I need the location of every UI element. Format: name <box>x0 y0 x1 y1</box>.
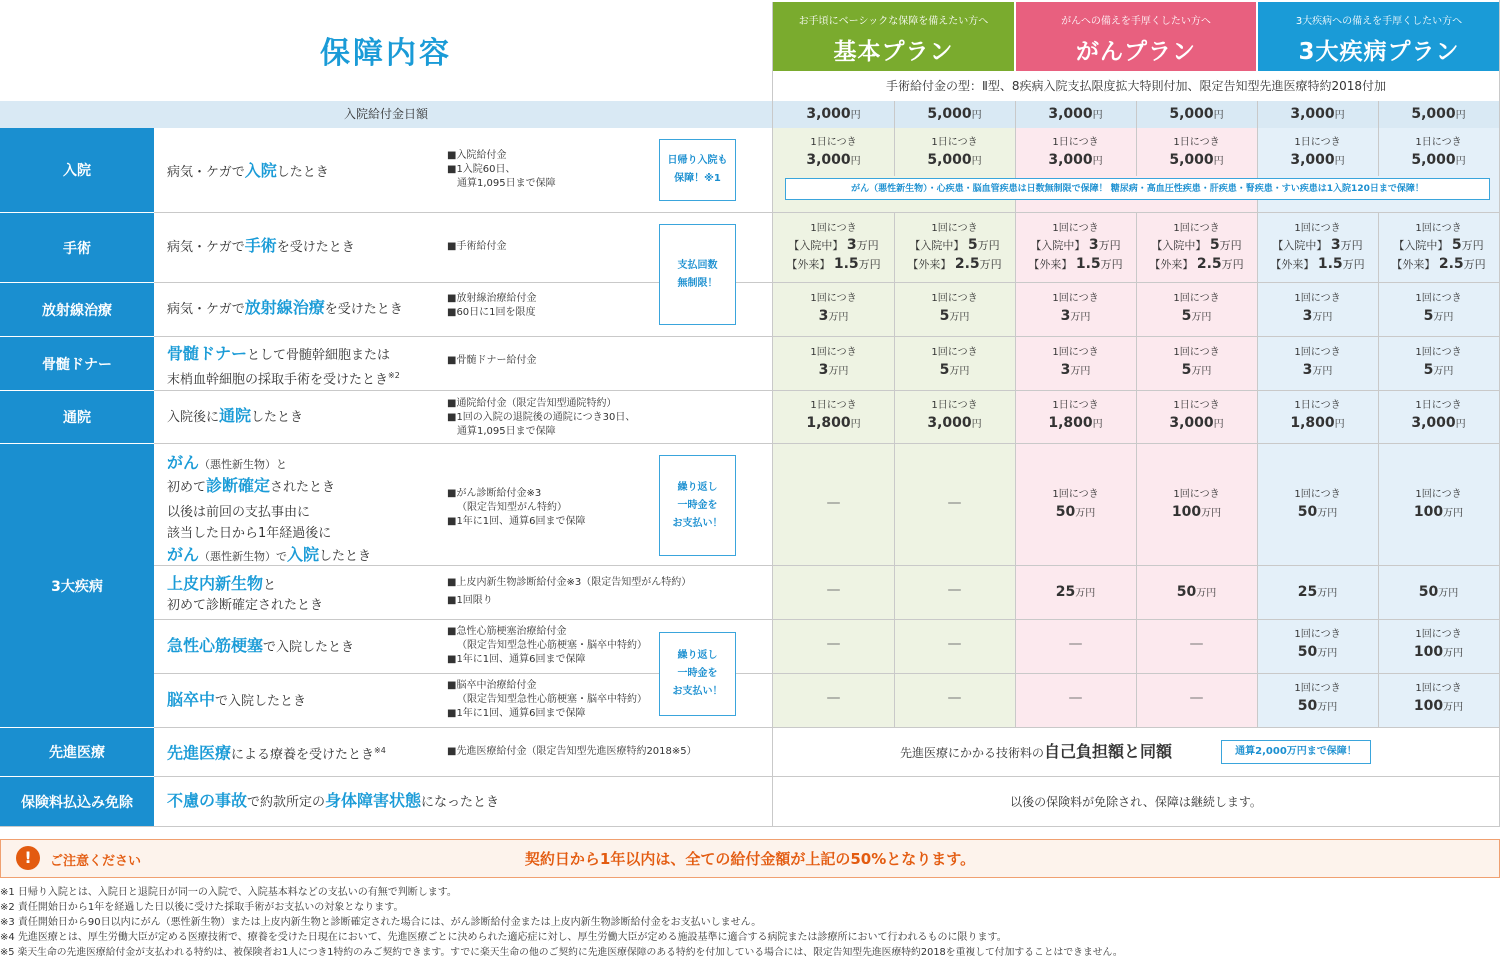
row-divider <box>154 212 1500 213</box>
category-menjo: 保険料払込み免除 <box>0 777 154 826</box>
value-cell: 1回につき 50万円 <box>1294 683 1341 714</box>
plan-tagline: がんへの備えを手厚くしたい方へ <box>1061 16 1211 27</box>
value-cell: 1回につき 【入院中】 3万円 【外来】 1.5万円 <box>1270 223 1365 272</box>
value-cell: 1日につき 3,000円 <box>1048 137 1103 168</box>
value-cell: 1回につき 3万円 <box>1052 293 1099 324</box>
value-cell-none: — <box>1189 636 1204 652</box>
value-cell: 1日につき 3,000円 <box>1290 137 1345 168</box>
value-cell: 1日につき 5,000円 <box>1169 137 1224 168</box>
value-cell-none: — <box>947 636 962 652</box>
row-divider <box>154 673 1500 674</box>
senshin-wide-text: 先進医療にかかる技術料の自己負担額と同額 <box>900 742 1173 761</box>
caution-label: ご注意ください <box>50 854 142 869</box>
condition-gan: がん（悪性新生物）と 初めて診断確定されたとき 以後は前回の支払事由に 該当した日から1年経過後に がん（悪性新生物）で入院したとき <box>167 453 372 564</box>
plan-header-3major <box>1258 2 1500 71</box>
value-cell: 1回につき 100万円 <box>1413 629 1464 660</box>
value-cell: 25万円 <box>1055 584 1096 600</box>
value-cell: 1日につき 3,000円 <box>1411 400 1466 431</box>
plan-name: がんプラン <box>1076 39 1196 65</box>
value-cell: 1回につき 【入院中】 5万円 【外来】 2.5万円 <box>907 223 1002 272</box>
condition-hoshasen: 病気・ケガで放射線治療を受けたとき <box>167 298 403 317</box>
badge-day-trip: 日帰り入院も 保障！※1 <box>659 139 736 201</box>
value-cell-none: — <box>826 582 841 598</box>
footnote: ※5 楽天生命の先進医療給付金が支払われる特約は、被保険者お1人につき1特約のみご契約できます。すでに楽天生命の他のご契約に先進医療保障のある特約を付加している場合には、限定告知型先進医療特約2018を重複して付加することはできません。 <box>0 947 1123 958</box>
daily-amount: 3,000円 <box>1048 106 1103 122</box>
condition-shinkin: 急性心筋梗塞で入院したとき <box>167 636 355 655</box>
value-cell-none: — <box>947 582 962 598</box>
condition-shujutsu: 病気・ケガで手術を受けたとき <box>167 236 355 255</box>
condition-senshin: 先進医療による療養を受けたとき$^{※4}$ <box>167 743 386 763</box>
badge-unlimited: 支払回数 無制限！ <box>659 224 736 325</box>
value-cell-none: — <box>947 495 962 511</box>
badge-repeat-lumpsum: 繰り返し 一時金を お支払い！ <box>659 632 736 716</box>
value-cell: 1回につき 5万円 <box>1415 347 1462 378</box>
benefit-senshin: ■先進医療給付金（限定告知型先進医療特約2018※5） <box>447 746 697 757</box>
row-divider <box>0 826 1500 827</box>
value-cell: 1回につき 3万円 <box>1294 347 1341 378</box>
value-cell: 50万円 <box>1418 584 1459 600</box>
category-sandai: 3大疾病 <box>0 444 154 727</box>
value-cell-none: — <box>826 636 841 652</box>
value-cell: 1日につき 3,000円 <box>806 137 861 168</box>
value-cell: 1回につき 【入院中】 3万円 【外来】 1.5万円 <box>786 223 881 272</box>
plan-name: 基本プラン <box>833 39 954 65</box>
menjo-wide-text: 以後の保険料が免除され、保障は継続します。 <box>1010 795 1262 809</box>
plan-header-cancer <box>1016 2 1256 71</box>
value-cell: 1日につき 3,000円 <box>1169 400 1224 431</box>
plan-tagline: 3大疾病への備えを手厚くしたい方へ <box>1295 16 1463 27</box>
benefit-kotsuzui: ■骨髄ドナー給付金 <box>447 355 537 366</box>
value-cell: 1回につき 5万円 <box>931 347 978 378</box>
value-cell: 1回につき 3万円 <box>1294 293 1341 324</box>
value-cell: 1回につき 5万円 <box>1173 347 1220 378</box>
value-cell: 1回につき 【入院中】 5万円 【外来】 2.5万円 <box>1391 223 1486 272</box>
benefit-shujutsu: ■手術給付金 <box>447 241 507 252</box>
value-cell-none: — <box>947 690 962 706</box>
daily-amount: 5,000円 <box>927 106 982 122</box>
footnote: ※2 責任開始日から1年を経過した日以後に受けた採取手術がお支払いの対象となります。 <box>0 902 404 913</box>
value-cell: 1日につき 3,000円 <box>927 400 982 431</box>
value-cell: 1回につき 3万円 <box>810 293 857 324</box>
benefit-nosocchu: ■脳卒中治療給付金 （限定告知型急性心筋梗塞・脳卒中特約） ■1年に1回、通算6回まで保障 <box>447 680 647 719</box>
value-cell: 25万円 <box>1297 584 1338 600</box>
category-hoshasen: 放射線治療 <box>0 283 154 336</box>
benefit-shinkin: ■急性心筋梗塞治療給付金 （限定告知型急性心筋梗塞・脳卒中特約） ■1年に1回、通算6回まで保障 <box>447 626 647 665</box>
row-divider <box>154 619 1500 620</box>
senshin-limit-badge: 通算2,000万円まで保障！ <box>1221 740 1371 764</box>
daily-amount: 5,000円 <box>1411 106 1466 122</box>
daily-amount: 5,000円 <box>1169 106 1224 122</box>
category-nyuin: 入院 <box>0 128 154 212</box>
row-divider <box>154 776 1500 777</box>
category-kotsuzui: 骨髄ドナー <box>0 337 154 390</box>
row-divider <box>154 336 1500 337</box>
category-shujutsu: 手術 <box>0 213 154 282</box>
daily-amount: 3,000円 <box>1290 106 1345 122</box>
value-cell: 1日につき 1,800円 <box>806 400 861 431</box>
benefit-gan: ■がん診断給付金※3 （限定告知型がん特約） ■1年に1回、通算6回まで保障 <box>447 488 586 527</box>
value-cell: 1回につき 3万円 <box>1052 347 1099 378</box>
value-cell-none: — <box>826 690 841 706</box>
value-cell: 1回につき 3万円 <box>810 347 857 378</box>
value-cell: 1回につき 100万円 <box>1171 489 1222 520</box>
col-divider <box>772 101 773 827</box>
value-cell: 1日につき 1,800円 <box>1048 400 1103 431</box>
value-cell: 1日につき 5,000円 <box>1411 137 1466 168</box>
value-cell: 1回につき 100万円 <box>1413 489 1464 520</box>
nyuin-extended-note: がん（悪性新生物）・心疾患・脳血管疾患は日数無制限で保障！ 糖尿病・高血圧性疾患・肝疾患・腎疾患・すい疾患は1入院120日まで保障！ <box>785 178 1490 200</box>
condition-johinai: 上皮内新生物と 初めて診断確定されたとき <box>167 574 324 613</box>
condition-menjo: 不慮の事故で約款所定の身体障害状態になったとき <box>167 791 500 810</box>
value-cell: 1回につき 5万円 <box>1415 293 1462 324</box>
benefit-tsuin: ■通院給付金（限定告知型通院特約） ■1回の入院の退院後の通院につき30日、 通算1,095日まで保障 <box>447 398 636 437</box>
condition-tsuin: 入院後に通院したとき <box>167 406 304 425</box>
value-cell-none: — <box>1189 690 1204 706</box>
row-divider <box>154 282 1500 283</box>
value-cell: 1回につき 100万円 <box>1413 683 1464 714</box>
value-cell: 1回につき 5万円 <box>1173 293 1220 324</box>
benefit-johinai: ■上皮内新生物診断給付金※3（限定告知型がん特約） ■1回限り <box>447 577 692 606</box>
category-senshin: 先進医療 <box>0 728 154 776</box>
value-cell: 1回につき 5万円 <box>931 293 978 324</box>
value-cell: 1回につき 50万円 <box>1294 629 1341 660</box>
benefit-nyuin: ■入院給付金 ■1入院60日、 通算1,095日まで保障 <box>447 150 556 189</box>
daily-amount-label: 入院給付金日額 <box>343 107 428 121</box>
value-cell-none: — <box>1068 690 1083 706</box>
footnote: ※4 先進医療とは、厚生労働大臣が定める医療技術で、療養を受けた日現在において、先進医療ごとに決められた適応症に対し、厚生労働大臣が定める施設基準に適合する病院または診療所において行われるものに限ります。 <box>0 932 1007 943</box>
benefit-hoshasen: ■放射線治療給付金 ■60日に1回を限度 <box>447 293 537 318</box>
value-cell: 1回につき 50万円 <box>1294 489 1341 520</box>
value-cell-none: — <box>1068 636 1083 652</box>
value-cell: 1日につき 5,000円 <box>927 137 982 168</box>
condition-nosocchu: 脳卒中で入院したとき <box>167 690 307 709</box>
row-divider <box>154 443 1500 444</box>
value-cell: 1回につき 【入院中】 5万円 【外来】 2.5万円 <box>1149 223 1244 272</box>
plan-tagline: お手頃にベーシックな保障を備えたい方へ <box>798 16 989 27</box>
daily-amount: 3,000円 <box>806 106 861 122</box>
value-cell: 1回につき 50万円 <box>1052 489 1099 520</box>
value-cell: 50万円 <box>1176 584 1217 600</box>
condition-nyuin: 病気・ケガで入院したとき <box>167 161 329 180</box>
plan-name: 3大疾病プラン <box>1298 39 1460 65</box>
category-tsuin: 通院 <box>0 391 154 443</box>
caution-text: 契約日から1年以内は、全ての給付金額が上記の50%となります。 <box>524 850 976 868</box>
plan-header-basic <box>773 2 1014 71</box>
row-divider <box>154 727 1500 728</box>
condition-kotsuzui: 骨髄ドナーとして骨髄幹細胞または 末梢血幹細胞の採取手術を受けたとき$^{※2}$ <box>167 344 400 388</box>
value-cell: 1日につき 1,800円 <box>1290 400 1345 431</box>
footnote: ※3 責任開始日から90日以内にがん（悪性新生物）または上皮内新生物と診断確定された場合には、がん診断給付金または上皮内新生物診断給付金をお支払いしません。 <box>0 917 762 928</box>
value-cell: 1回につき 【入院中】 3万円 【外来】 1.5万円 <box>1028 223 1123 272</box>
badge-repeat-lumpsum: 繰り返し 一時金を お支払い！ <box>659 455 736 556</box>
footnote: ※1 日帰り入院とは、入院日と退院日が同一の入院で、入院基本料などの支払いの有無で判断します。 <box>0 887 457 898</box>
value-cell-none: — <box>826 495 841 511</box>
surgery-type-note: 手術給付金の型：Ⅱ型、8疾病入院支払限度拡大特則付加、限定告知型先進医療特約2018付加 <box>885 79 1387 93</box>
divider <box>772 2 773 101</box>
warning-icon: ! <box>16 846 40 870</box>
page-title: 保障内容 <box>320 36 452 71</box>
